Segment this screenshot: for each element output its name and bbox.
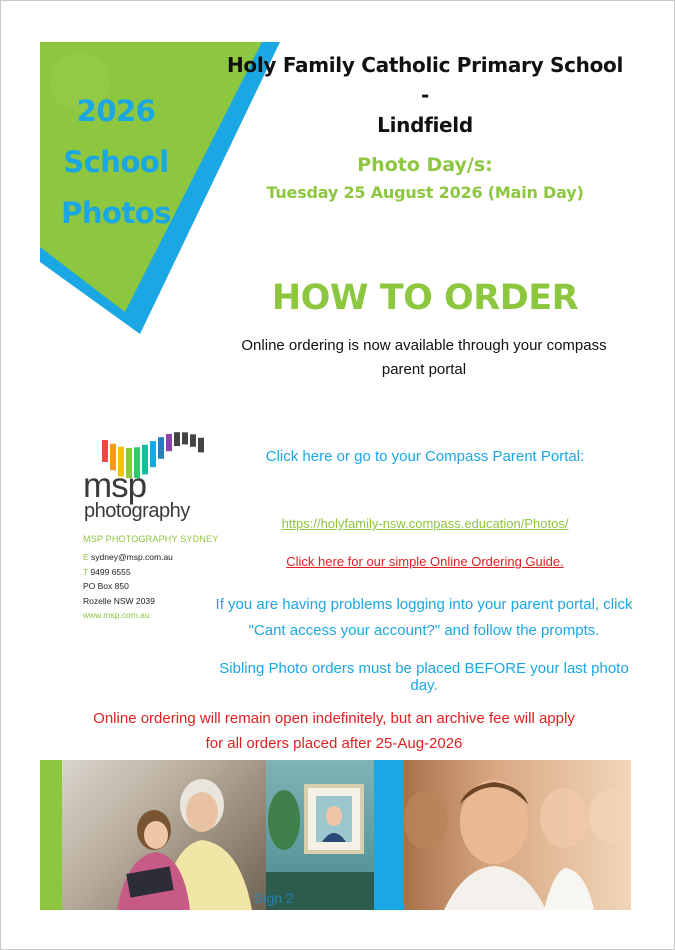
school-name xyxy=(220,50,630,140)
logo-bar xyxy=(198,438,204,453)
logo-name-photography: photography xyxy=(84,500,190,522)
portal-url-link[interactable]: https://holyfamily-nsw.compass.education/Photos/ xyxy=(281,516,569,531)
logo-email: sydney@msp.com.au xyxy=(91,552,173,562)
ordering-guide-link[interactable]: Click here for our simple Online Ordering Guide. xyxy=(286,554,564,569)
logo-po-box: PO Box 850 xyxy=(83,581,129,591)
banner-sign-text: Sign 2 xyxy=(254,890,294,906)
logo-contact xyxy=(83,550,173,608)
banner-blue-strip xyxy=(374,760,404,910)
logo-bar xyxy=(150,441,156,467)
login-help-line2: "Cant access your account?" and follow the prompts. xyxy=(248,622,600,639)
logo-phone: 9499 6555 xyxy=(90,566,131,577)
banner-photo-grandmother-child xyxy=(62,760,266,910)
logo-bar xyxy=(174,432,180,446)
sibling-order-note: Sibling Photo orders must be placed BEFORE your last photo day. xyxy=(219,660,629,694)
logo-tagline: MSP PHOTOGRAPHY SYDNEY xyxy=(83,534,219,544)
school-name-line1: Holy Family Catholic Primary School - xyxy=(226,53,624,107)
logo-bar xyxy=(102,440,108,462)
portal-instruction: Click here or go to your Compass Parent Portal: xyxy=(265,448,585,465)
logo-bar xyxy=(166,434,172,451)
photo-day-date: Tuesday 25 August 2026 (Main Day) xyxy=(266,183,584,202)
logo-suburb: Rozelle NSW 2039 xyxy=(83,595,155,606)
banner-photo-framed-portrait xyxy=(266,760,374,910)
how-to-order-heading: HOW TO ORDER xyxy=(271,278,579,318)
logo-website: www.msp.com.au xyxy=(83,610,150,620)
logo-bar xyxy=(182,432,188,444)
archive-line1: Online ordering will remain open indefinitely, but an archive fee will apply xyxy=(93,710,575,727)
online-line2: parent portal xyxy=(381,361,467,378)
logo-bar xyxy=(190,434,196,446)
photo-day-label: Photo Day/s: xyxy=(357,154,493,176)
online-ordering-text xyxy=(240,334,608,382)
photo-day xyxy=(220,152,630,208)
corner-title xyxy=(44,86,188,239)
corner-year: 2026 xyxy=(76,94,156,128)
login-help-line1: If you are having problems logging into your parent portal, click xyxy=(215,596,633,613)
archive-line2: for all orders placed after 25-Aug-2026 xyxy=(205,735,463,752)
logo-bar xyxy=(158,437,164,459)
msp-logo xyxy=(82,430,222,630)
online-line1: Online ordering is now available through your compass xyxy=(241,337,607,354)
banner-green-strip xyxy=(40,760,62,910)
logo-name-msp: msp xyxy=(83,466,147,505)
phone-prefix: T xyxy=(83,566,89,577)
corner-photos: Photos xyxy=(61,196,171,230)
school-name-line2: Lindfield xyxy=(377,113,473,137)
email-prefix: E xyxy=(83,552,89,562)
corner-school: School xyxy=(63,145,169,179)
archive-fee-note xyxy=(80,706,588,756)
login-help-text xyxy=(212,592,636,644)
banner-photo-students xyxy=(404,760,631,910)
photo-banner xyxy=(40,760,631,910)
